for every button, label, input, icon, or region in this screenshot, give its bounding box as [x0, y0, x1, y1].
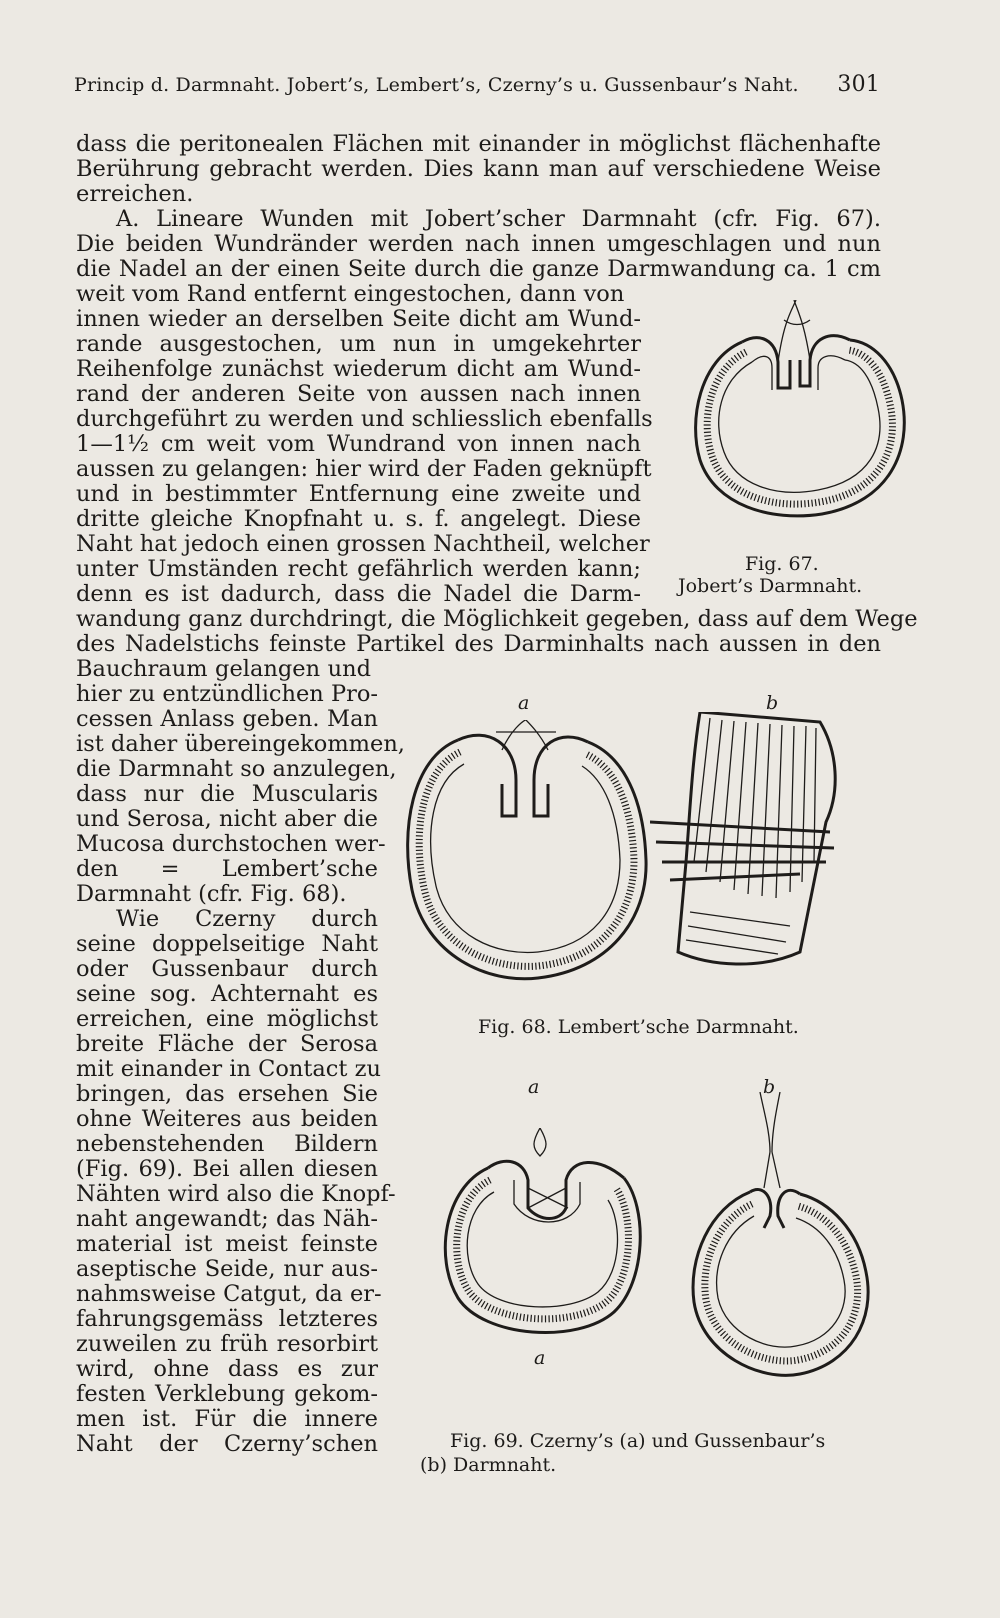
suture-thread: [514, 1180, 580, 1222]
left-inverted-edge: [458, 735, 516, 816]
text-line: Nähten wird also die Knopf-: [76, 1181, 396, 1207]
suture-knot: [534, 1128, 546, 1156]
page-number: 301: [837, 72, 880, 97]
text-line: Wie Czerny durch: [116, 906, 378, 932]
text-line: des Nadelstichs feinste Partikel des Darminhalts nach aussen in den: [76, 631, 881, 657]
text-line: die Nadel an der einen Seite durch die ganze Darmwandung ca. 1 cm: [76, 256, 881, 282]
text-line: Darmnaht (cfr. Fig. 68).: [76, 881, 347, 907]
text-line: dass nur die Muscularis: [76, 781, 378, 807]
text-line: unter Umständen recht gefährlich werden kann;: [76, 556, 641, 582]
text-line: rand der anderen Seite von aussen nach innen: [76, 381, 641, 407]
text-line: mit einander in Contact zu: [76, 1056, 381, 1082]
text-line: festen Verklebung gekom-: [76, 1381, 378, 1407]
right-inverted-edge: [534, 737, 588, 816]
text-line: denn es ist dadurch, dass die Nadel die Darm-: [76, 581, 641, 607]
text-line: nahmsweise Catgut, da er-: [76, 1281, 382, 1307]
text-line: und Serosa, nicht aber die: [76, 806, 378, 832]
text-line: A. Lineare Wunden mit Jobert’scher Darmnaht (cfr. Fig. 67).: [116, 206, 881, 232]
text-line: nebenstehenden Bildern: [76, 1131, 378, 1157]
left-wound-edge: [742, 338, 790, 388]
text-line: durchgeführt zu werden und schliesslich ebenfalls: [76, 406, 653, 432]
text-line: material ist meist feinste: [76, 1231, 378, 1257]
figure-68b-lembert-intestine-exterior: [650, 712, 850, 972]
text-line: (Fig. 69). Bei allen diesen: [76, 1156, 378, 1182]
fig69-label-a-bottom: a: [534, 1347, 546, 1369]
intestine-outer-wall: [408, 740, 646, 979]
fig68-caption: Fig. 68. Lembert’sche Darmnaht.: [478, 1016, 799, 1038]
text-line: fahrungsgemäss letzteres: [76, 1306, 378, 1332]
text-line: oder Gussenbaur durch: [76, 956, 378, 982]
text-line: ist daher übereingekommen,: [76, 731, 405, 757]
text-line: Reihenfolge zunächst wiederum dicht am Wund-: [76, 356, 641, 382]
text-line: dass die peritonealen Flächen mit einander in möglichst flächenhafte: [76, 131, 881, 157]
suture-thread: [760, 1092, 780, 1188]
text-line: aseptische Seide, nur aus-: [76, 1256, 378, 1282]
text-line: seine doppelseitige Naht: [76, 931, 378, 957]
figure-68a-lembert-cross-section: [398, 720, 658, 1000]
fig68-label-b: b: [766, 692, 779, 714]
text-line: Naht der Czerny’schen: [76, 1431, 378, 1457]
text-line: den = Lembert’sche: [76, 856, 378, 882]
intestine-wall-hatching: [705, 1204, 858, 1361]
text-line: ohne Weiteres aus beiden: [76, 1106, 378, 1132]
text-line: Bauchraum gelangen und: [76, 656, 371, 682]
text-line: wandung ganz durchdringt, die Möglichkeit gegeben, dass auf dem Wege: [76, 606, 918, 632]
text-line: breite Fläche der Serosa: [76, 1031, 378, 1057]
suture-stitches: [650, 822, 834, 880]
text-line: erreichen.: [76, 181, 194, 207]
text-line: Berührung gebracht werden. Dies kann man auf verschiedene Weise: [76, 156, 881, 182]
text-line: und in bestimmter Entfernung eine zweite und: [76, 481, 641, 507]
fig69-label-a-top: a: [528, 1076, 540, 1098]
fig69-label-b-top: b: [763, 1076, 776, 1098]
text-line: dritte gleiche Knopfnaht u. s. f. angelegt. Diese: [76, 506, 641, 532]
text-line: rande ausgestochen, um nun in umgekehrter: [76, 331, 641, 357]
fig67-caption-text: Jobert’s Darmnaht.: [678, 575, 863, 597]
text-line: hier zu entzündlichen Pro-: [76, 681, 378, 707]
text-line: Die beiden Wundränder werden nach innen umgeschlagen und nun: [76, 231, 881, 257]
gussenbaur-figure-eight-edges: [750, 1189, 800, 1228]
text-line: erreichen, eine möglichst: [76, 1006, 378, 1032]
figure-69a-czerny-cross-section: [428, 1128, 652, 1348]
text-line: Mucosa durchstochen wer-: [76, 831, 386, 857]
running-title: Princip d. Darmnaht. Jobert’s, Lembert’s, Czerny’s u. Gussenbaur’s Naht.: [74, 74, 799, 96]
running-header: [74, 72, 880, 97]
text-line: 1—1½ cm weit vom Wundrand von innen nach: [76, 431, 641, 457]
fig69-caption-line1: Fig. 69. Czerny’s (a) und Gussenbaur’s: [450, 1430, 826, 1452]
text-line: die Darmnaht so anzulegen,: [76, 756, 397, 782]
text-line: innen wieder an derselben Seite dicht am Wund-: [76, 306, 641, 332]
text-line: men ist. Für die innere: [76, 1406, 378, 1432]
fig67-caption-number: Fig. 67.: [745, 553, 819, 575]
figure-69b-gussenbaur-cross-section: [680, 1092, 880, 1386]
fig69-caption-line2: (b) Darmnaht.: [420, 1454, 557, 1476]
text-line: aussen zu gelangen: hier wird der Faden geknüpft: [76, 456, 652, 482]
intestine-wall-hatching: [419, 752, 634, 966]
text-line: zuweilen zu früh resorbirt: [76, 1331, 378, 1357]
text-line: wird, ohne dass es zur: [76, 1356, 378, 1382]
fig68-label-a: a: [518, 692, 530, 714]
czerny-double-fold: [488, 1161, 624, 1218]
text-line: naht angewandt; das Näh-: [76, 1206, 378, 1232]
shading-lines: [686, 718, 816, 954]
text-line: cessen Anlass geben. Man: [76, 706, 378, 732]
text-line: weit vom Rand entfernt eingestochen, dann von: [76, 281, 625, 307]
suture-thread: [778, 300, 810, 362]
text-line: Naht hat jedoch einen grossen Nachtheil, welcher: [76, 531, 650, 557]
text-line: bringen, das ersehen Sie: [76, 1081, 378, 1107]
figure-67-jobert-suture: [680, 300, 1000, 550]
text-line: seine sog. Achternaht es: [76, 981, 378, 1007]
intestine-outer-wall: [445, 1168, 640, 1333]
